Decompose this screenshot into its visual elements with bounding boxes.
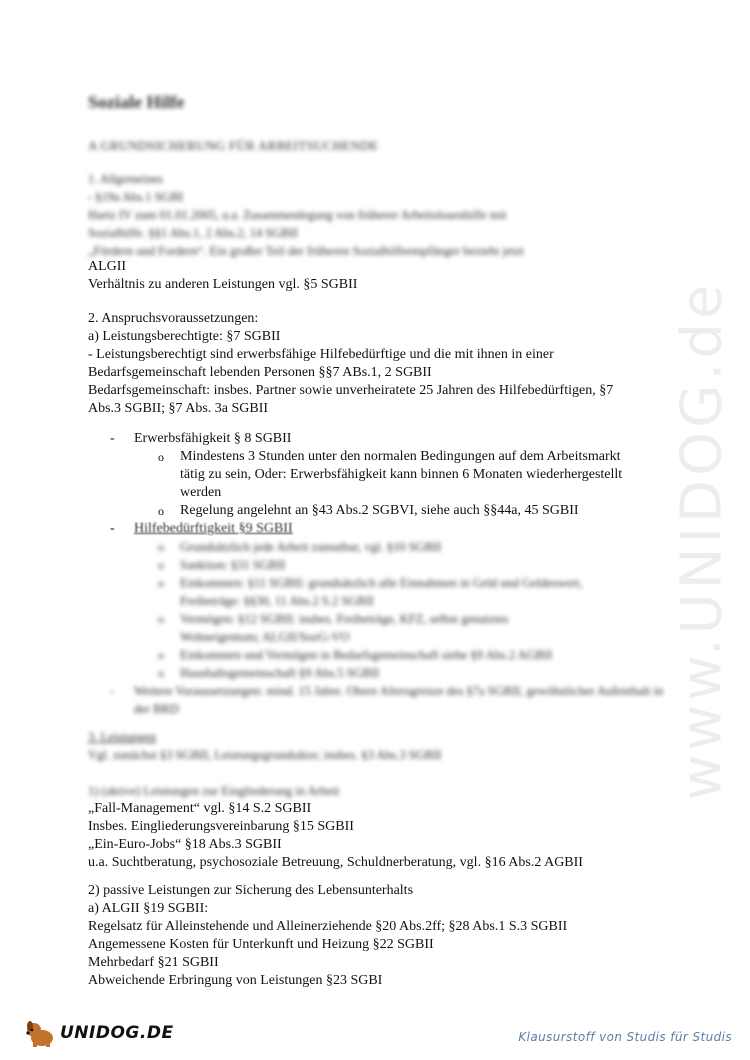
dash-list-blurred	[88, 682, 688, 718]
text-line: - Leistungsberechtigt sind erwerbsfähige Hilfebedürftige und die mit ihnen in einer	[88, 347, 554, 362]
list-item: o Einkommen: §11 SGBII: grundsätzlich alle Einnahmen in Geld und Geldeswert, Freibeträge: §§30, 11 Abs.2 S.2 SGBII	[88, 574, 688, 610]
text-line: u.a. Suchtberatung, psychosoziale Betreuung, Schuldnerberatung, vgl. §16 Abs.2 AGBII	[88, 855, 583, 870]
circle-list	[88, 448, 688, 520]
list-item: o Sanktion: §31 SGBII	[88, 556, 688, 574]
doc-title: Soziale Hilfe	[88, 92, 185, 112]
text-line: Insbes. Eingliederungsvereinbarung §15 SGBII	[88, 819, 354, 834]
dog-logo-icon	[22, 1018, 58, 1048]
text-line: a) Leistungsberechtigte: §7 SGBII	[88, 329, 281, 344]
text-line: Vgl. zunächst §3 SGBII, Leistungsgrundsätze; insbes. §3 Abs.3 SGBII	[88, 748, 442, 762]
list-item	[88, 448, 688, 502]
footer-logo[interactable]	[22, 1018, 174, 1048]
text-line: „Fall-Management“ vgl. §14 S.2 SGBII	[88, 801, 312, 816]
list-item: o Vermögen: §12 SGBII: insbes. Freibeträge, KFZ, selbst genutztes Wohneigentum; ALGII/SozG-VO	[88, 610, 688, 646]
section-1	[88, 170, 688, 294]
subsection-heading: 1) (aktive) Leistungen zur Eingliederung in Arbeit	[88, 784, 340, 798]
text-line: Verhältnis zu anderen Leistungen vgl. §5 SGBII	[88, 277, 358, 292]
list-item	[88, 502, 688, 520]
text-line: - §19a Abs.1 SGBI	[88, 190, 184, 204]
text-line: 2) passive Leistungen zur Sicherung des Lebensunterhalts	[88, 883, 414, 898]
text-line: Mehrbedarf §21 SGBII	[88, 955, 219, 970]
text-line: a) ALGII §19 SGBII:	[88, 901, 209, 916]
list-item-text: Regelung angelehnt an §43 Abs.2 SGBVI, siehe auch §§44a, 45 SGBII	[180, 503, 579, 518]
dash-list	[88, 430, 688, 448]
text-line: 1. Allgemeines	[88, 172, 163, 186]
section-2	[88, 310, 688, 418]
list-item: o Haushaltsgemeinschaft §9 Abs.5 SGBII	[88, 664, 688, 682]
text-line: 2. Anspruchsvoraussetzungen:	[88, 311, 259, 326]
text-line: ALGII	[88, 259, 127, 274]
text-line: „Fördern und Fordern“. Ein großer Teil der früheren Sozialhilfeempfänger bezieht jetzt	[88, 244, 524, 258]
section-3-blurred	[88, 728, 688, 800]
text-line: Bedarfsgemeinschaft lebenden Personen §§7 ABs.1, 2 SGBII	[88, 365, 432, 380]
section-2-list	[88, 430, 688, 718]
section-3-heading: 3. Leistungen	[88, 730, 157, 744]
text-line: Abs.3 SGBII; §7 Abs. 3a SGBII	[88, 401, 269, 416]
list-item-text: Mindestens 3 Stunden unter den normalen Bedingungen auf dem Arbeitsmarkt tätig zu sein, Oder: Erwerbsfähigkeit kann binnen 6 Monaten wiederhergestellt werden	[180, 449, 623, 500]
list-item-erwerbsfaehigkeit	[88, 430, 688, 448]
list-item: o Einkommen und Vermögen in Bedarfsgemeinschaft siehe §9 Abs.2 AGBII	[88, 646, 688, 664]
list-item: - Weitere Voraussetzungen: mind. 15 Jahre. Obere Altersgrenze des §7a SGBII, gewöhnlicher Aufenthalt in der BRD	[88, 682, 688, 718]
list-item-hilfebeduerftigkeit	[88, 520, 688, 538]
section-3	[88, 728, 688, 872]
dash-list	[88, 520, 688, 538]
text-line: Sozialhilfe. §§1 Abs.1, 2 Abs.2, 14 SGBII	[88, 226, 299, 240]
section-3-passive	[88, 882, 688, 990]
text-line: Angemessene Kosten für Unterkunft und Heizung §22 SGBII	[88, 937, 434, 952]
circle-list-blurred	[88, 538, 688, 682]
text-line: Regelsatz für Alleinstehende und Alleinerziehende §20 Abs.2ff; §28 Abs.1 S.3 SGBII	[88, 919, 568, 934]
text-line: Bedarfsgemeinschaft: insbes. Partner sowie unverheiratete 25 Jahren des Hilfebedürftigen, §7	[88, 383, 614, 398]
list-item-label: Hilfebedürftigkeit §9 SGBII	[134, 521, 293, 536]
watermark-text: www.UNIDOG.de	[669, 280, 735, 800]
list-item-label: Erwerbsfähigkeit § 8 SGBII	[134, 431, 292, 446]
brand-name: UNIDOG.DE	[60, 1023, 174, 1043]
section-1-blurred	[88, 170, 688, 260]
text-line: Abweichende Erbringung von Leistungen §23 SGBI	[88, 973, 383, 988]
text-line: „Ein-Euro-Jobs“ §18 Abs.3 SGBII	[88, 837, 282, 852]
section-heading: A GRUNDSICHERUNG FÜR ARBEITSUCHENDE	[88, 138, 379, 153]
text-line: Hartz IV zum 01.01.2005, u.a. Zusammenlegung von früherer Arbeitslosenhilfe mit	[88, 208, 507, 222]
list-item: o Grundsätzlich jede Arbeit zumutbar, vgl. §10 SGBII	[88, 538, 688, 556]
footer-tagline: Klausurstoff von Studis für Studis	[518, 1030, 732, 1044]
